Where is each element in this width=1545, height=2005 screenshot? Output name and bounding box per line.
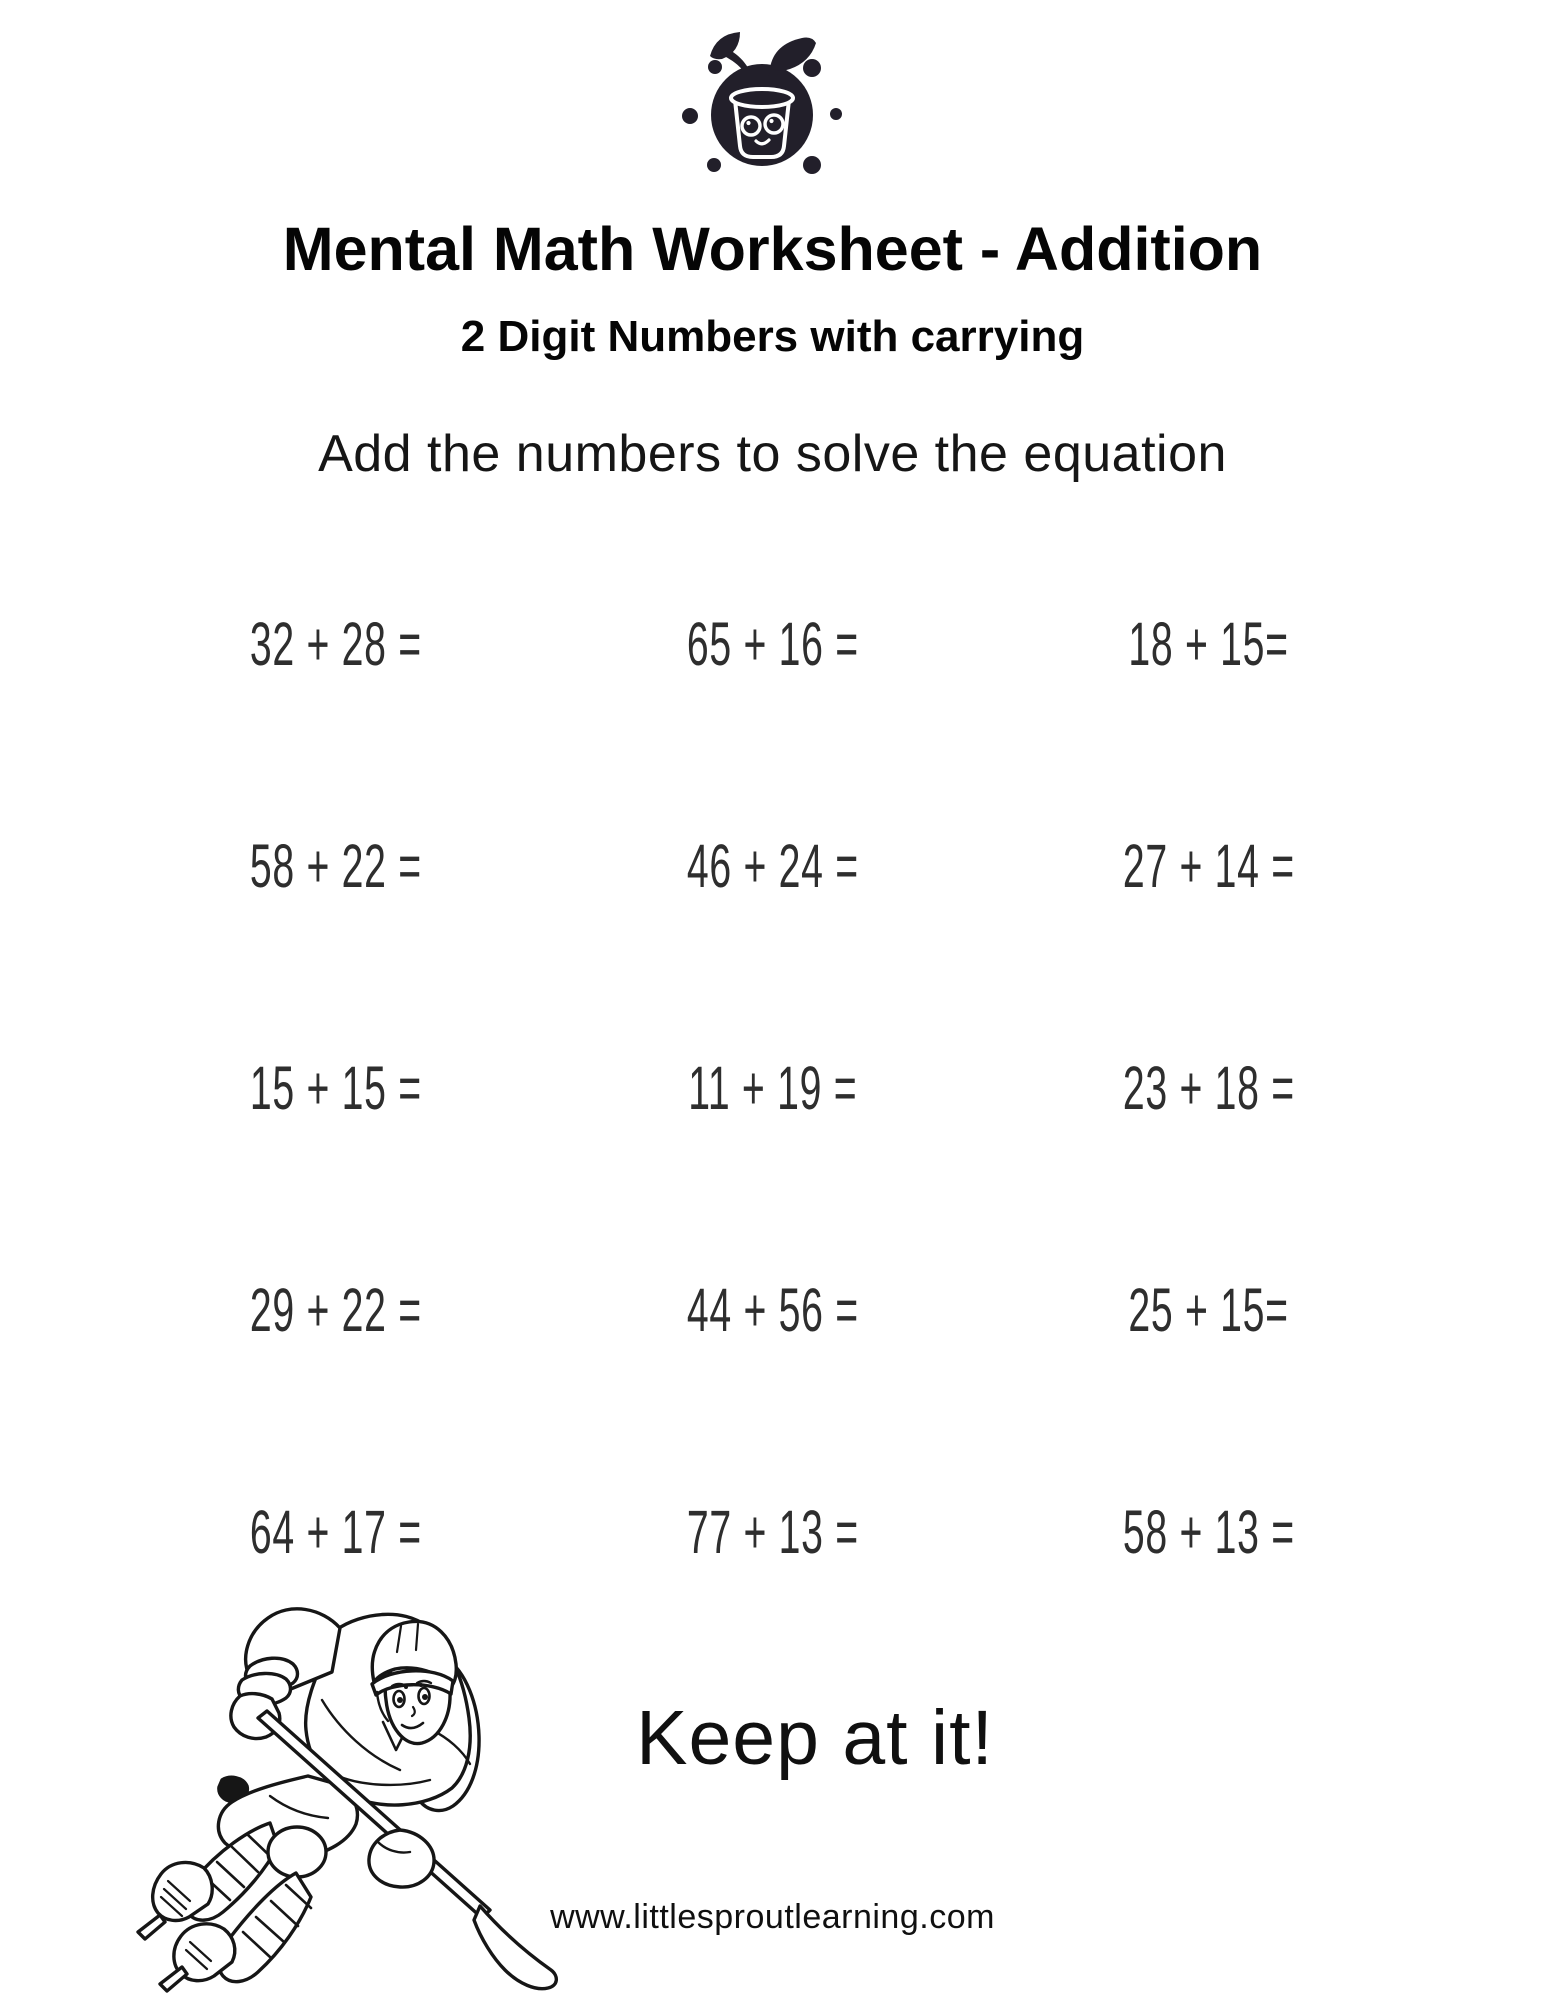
math-problem xyxy=(554,1420,990,1642)
equation-text: 46 + 24 = xyxy=(686,830,859,900)
equation-text: 64 + 17 = xyxy=(250,1496,423,1566)
math-problem xyxy=(554,1198,990,1420)
sprout-logo-icon xyxy=(652,18,892,190)
math-problem xyxy=(991,976,1427,1198)
problems-grid xyxy=(118,532,1427,1642)
equation-text: 23 + 18 = xyxy=(1122,1052,1295,1122)
equation-text: 15 + 15 = xyxy=(250,1052,423,1122)
page-subtitle: 2 Digit Numbers with carrying xyxy=(460,312,1085,361)
instruction-text: Add the numbers to solve the equation xyxy=(318,425,1227,483)
equation-text: 32 + 28 = xyxy=(250,608,423,678)
encouragement-text: Keep at it! xyxy=(636,1695,994,1781)
equation-text: 44 + 56 = xyxy=(686,1274,859,1344)
math-problem xyxy=(554,532,990,754)
equation-text: 29 + 22 = xyxy=(250,1274,423,1344)
page-title: Mental Math Worksheet - Addition xyxy=(282,215,1263,283)
math-problem xyxy=(118,1198,554,1420)
equation-text: 58 + 22 = xyxy=(250,830,423,900)
math-problem xyxy=(991,532,1427,754)
math-problem xyxy=(554,976,990,1198)
math-problem xyxy=(554,754,990,976)
equation-text: 58 + 13 = xyxy=(1122,1496,1295,1566)
website-url: www.littlesproutlearning.com xyxy=(550,1898,995,1936)
equation-text: 25 + 15= xyxy=(1128,1274,1290,1344)
equation-text: 77 + 13 = xyxy=(686,1496,859,1566)
equation-text: 11 + 19 = xyxy=(687,1052,858,1122)
math-problem xyxy=(118,532,554,754)
hockey-player-illustration xyxy=(100,1580,580,2000)
math-problem xyxy=(991,1420,1427,1642)
math-problem xyxy=(991,1198,1427,1420)
equation-text: 27 + 14 = xyxy=(1122,830,1295,900)
math-problem xyxy=(118,754,554,976)
math-problem xyxy=(991,754,1427,976)
equation-text: 18 + 15= xyxy=(1128,608,1290,678)
equation-text: 65 + 16 = xyxy=(686,608,859,678)
math-problem xyxy=(118,976,554,1198)
